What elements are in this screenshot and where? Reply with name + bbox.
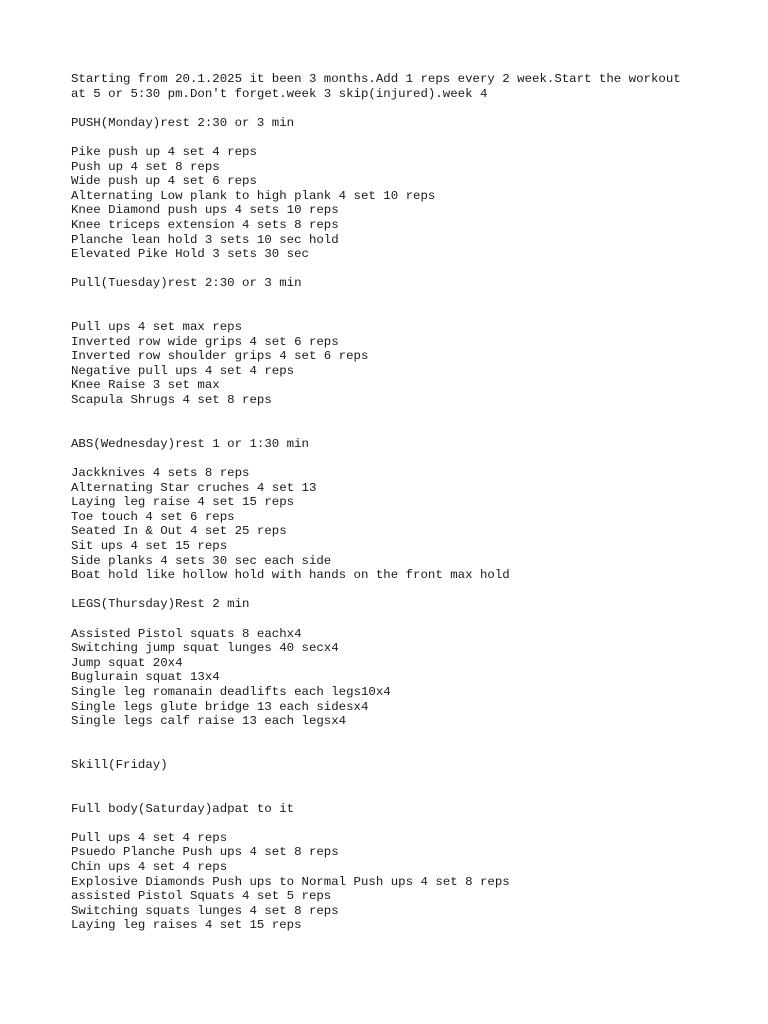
abs-item: Alternating Star cruches 4 set 13 (71, 480, 317, 495)
pull-item: Scapula Shrugs 4 set 8 reps (71, 393, 272, 408)
blank-line (71, 262, 751, 277)
fullbody-item: Pull ups 4 set 4 reps (71, 830, 228, 845)
push-item: Pike push up 4 set 4 reps (71, 144, 257, 159)
blank-line (71, 422, 751, 437)
blank-line (71, 816, 751, 831)
push-item: Planche lean hold 3 sets 10 sec hold (71, 232, 339, 247)
abs-item: Jackknives 4 sets 8 reps (71, 466, 250, 481)
push-item: Knee triceps extension 4 sets 8 reps (71, 217, 339, 232)
blank-line (71, 451, 751, 466)
pull-item: Knee Raise 3 set max (71, 378, 220, 393)
blank-line (71, 612, 751, 627)
blank-line (71, 773, 751, 788)
blank-line (71, 130, 751, 145)
push-item: Elevated Pike Hold 3 sets 30 sec (71, 247, 309, 262)
pull-heading: Pull(Tuesday)rest 2:30 or 3 min (71, 276, 302, 291)
legs-item: Single legs calf raise 13 each legsx4 (71, 714, 347, 729)
fullbody-heading: Full body(Saturday)adpat to it (71, 801, 295, 816)
abs-item: Toe touch 4 set 6 reps (71, 509, 235, 524)
legs-item: Buglurain squat 13x4 (71, 670, 220, 685)
document-page (71, 72, 751, 933)
fullbody-item: Chin ups 4 set 4 reps (71, 860, 228, 875)
abs-item: Side planks 4 sets 30 sec each side (71, 553, 332, 568)
push-item: Alternating Low plank to high plank 4 set 10 reps (71, 188, 436, 203)
fullbody-item: Laying leg raises 4 set 15 reps (71, 918, 302, 933)
blank-line (71, 306, 751, 321)
blank-line (71, 583, 751, 598)
legs-heading: LEGS(Thursday)Rest 2 min (71, 597, 250, 612)
pull-item: Pull ups 4 set max reps (71, 320, 243, 335)
blank-line (71, 743, 751, 758)
pull-item: Negative pull ups 4 set 4 reps (71, 363, 295, 378)
legs-item: Switching jump squat lunges 40 secx4 (71, 641, 339, 656)
blank-line (71, 729, 751, 744)
push-item: Push up 4 set 8 reps (71, 159, 220, 174)
abs-heading: ABS(Wednesday)rest 1 or 1:30 min (71, 436, 309, 451)
blank-line (71, 408, 751, 423)
intro-line-1: Starting from 20.1.2025 it been 3 months.Add 1 reps every 2 week.Start the workout (71, 72, 681, 86)
fullbody-item: Explosive Diamonds Push ups to Normal Push ups 4 set 8 reps (71, 874, 510, 889)
push-item: Wide push up 4 set 6 reps (71, 174, 257, 189)
fullbody-item: Psuedo Planche Push ups 4 set 8 reps (71, 845, 339, 860)
skill-heading: Skill(Friday) (71, 757, 168, 772)
push-heading: PUSH(Monday)rest 2:30 or 3 min (71, 115, 295, 130)
push-item: Knee Diamond push ups 4 sets 10 reps (71, 203, 339, 218)
legs-item: Jump squat 20x4 (71, 655, 183, 670)
legs-item: Single leg romanain deadlifts each legs10x4 (71, 684, 391, 699)
intro-line-2: at 5 or 5:30 pm.Don't forget.week 3 skip(injured).week 4 (71, 86, 488, 101)
legs-item: Single legs glute bridge 13 each sidesx4 (71, 699, 369, 714)
blank-line (71, 101, 751, 116)
abs-item: Boat hold like hollow hold with hands on the front max hold (71, 568, 510, 583)
legs-item: Assisted Pistol squats 8 eachx4 (71, 626, 302, 641)
blank-line (71, 291, 751, 306)
abs-item: Seated In & Out 4 set 25 reps (71, 524, 287, 539)
pull-item: Inverted row shoulder grips 4 set 6 reps (71, 349, 369, 364)
pull-item: Inverted row wide grips 4 set 6 reps (71, 334, 339, 349)
blank-line (71, 787, 751, 802)
fullbody-item: Switching squats lunges 4 set 8 reps (71, 903, 339, 918)
abs-item: Laying leg raise 4 set 15 reps (71, 495, 295, 510)
abs-item: Sit ups 4 set 15 reps (71, 539, 228, 553)
fullbody-item: assisted Pistol Squats 4 set 5 reps (71, 889, 332, 904)
